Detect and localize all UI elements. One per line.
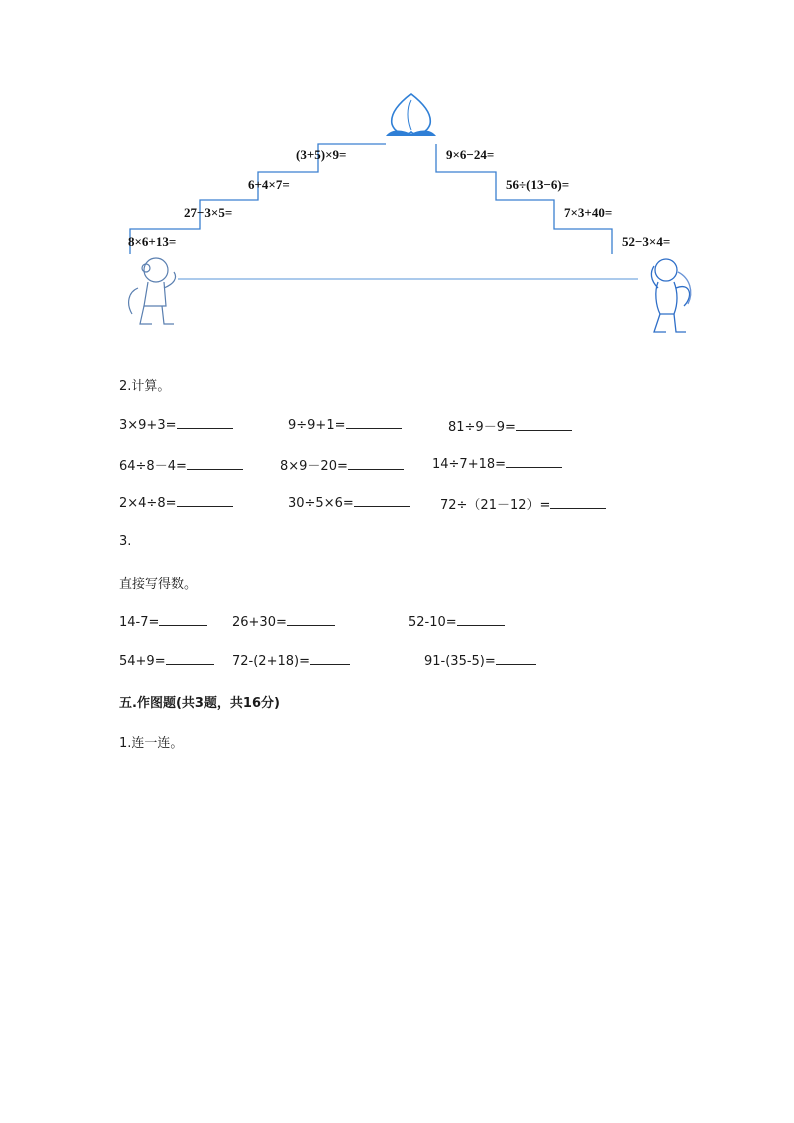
stair-right-1: 9×6−24= bbox=[446, 147, 495, 162]
q3-item: 91-(35-5)= bbox=[424, 652, 536, 669]
answer-blank[interactable] bbox=[287, 613, 335, 626]
answer-blank[interactable] bbox=[516, 418, 572, 431]
answer-blank[interactable] bbox=[159, 613, 207, 626]
answer-blank[interactable] bbox=[506, 455, 562, 468]
answer-blank[interactable] bbox=[550, 496, 606, 509]
left-monkey-icon bbox=[129, 258, 176, 324]
peach-icon bbox=[386, 94, 436, 136]
q2-item: 3×9+3= bbox=[119, 416, 233, 433]
answer-blank[interactable] bbox=[177, 416, 233, 429]
q3-item: 52-10= bbox=[408, 613, 505, 630]
answer-blank[interactable] bbox=[346, 416, 402, 429]
q2-title: 2.计算。 bbox=[119, 379, 171, 394]
stair-right-4: 52−3×4= bbox=[622, 234, 671, 249]
q3-item: 72-(2+18)= bbox=[232, 652, 350, 669]
q2-item: 30÷5×6= bbox=[288, 494, 410, 511]
q2-item: 2×4÷8= bbox=[119, 494, 233, 511]
q5-1-title: 1.连一连。 bbox=[119, 736, 184, 751]
q2-item: 72÷（21－12）= bbox=[440, 494, 606, 513]
answer-blank[interactable] bbox=[310, 652, 350, 665]
answer-blank[interactable] bbox=[496, 652, 536, 665]
answer-blank[interactable] bbox=[166, 652, 214, 665]
q3-item: 26+30= bbox=[232, 613, 335, 630]
stair-left-1: 8×6+13= bbox=[128, 234, 177, 249]
q2-item: 14÷7+18= bbox=[432, 455, 562, 472]
q2-item: 9÷9+1= bbox=[288, 416, 402, 433]
q3-item: 54+9= bbox=[119, 652, 214, 669]
right-monkey-icon bbox=[651, 259, 690, 332]
answer-blank[interactable] bbox=[457, 613, 505, 626]
q2-item: 64÷8－4= bbox=[119, 455, 243, 474]
answer-blank[interactable] bbox=[348, 457, 404, 470]
q3-number: 3. bbox=[119, 534, 132, 549]
section-5-title: 五.作图题(共3题，共16分) bbox=[119, 696, 280, 711]
q2-item: 81÷9－9= bbox=[448, 416, 572, 435]
stair-right-3: 7×3+40= bbox=[564, 205, 613, 220]
stair-left-2: 27−3×5= bbox=[184, 205, 233, 220]
q3-title: 直接写得数。 bbox=[119, 577, 198, 592]
stair-left-4: (3+5)×9= bbox=[296, 147, 347, 162]
stair-left-3: 6+4×7= bbox=[248, 177, 290, 192]
q2-item: 8×9－20= bbox=[280, 455, 404, 474]
answer-blank[interactable] bbox=[187, 457, 243, 470]
q3-item: 14-7= bbox=[119, 613, 207, 630]
stair-right-2: 56÷(13−6)= bbox=[506, 177, 570, 192]
staircase-figure bbox=[118, 92, 708, 340]
answer-blank[interactable] bbox=[177, 494, 233, 507]
answer-blank[interactable] bbox=[354, 494, 410, 507]
